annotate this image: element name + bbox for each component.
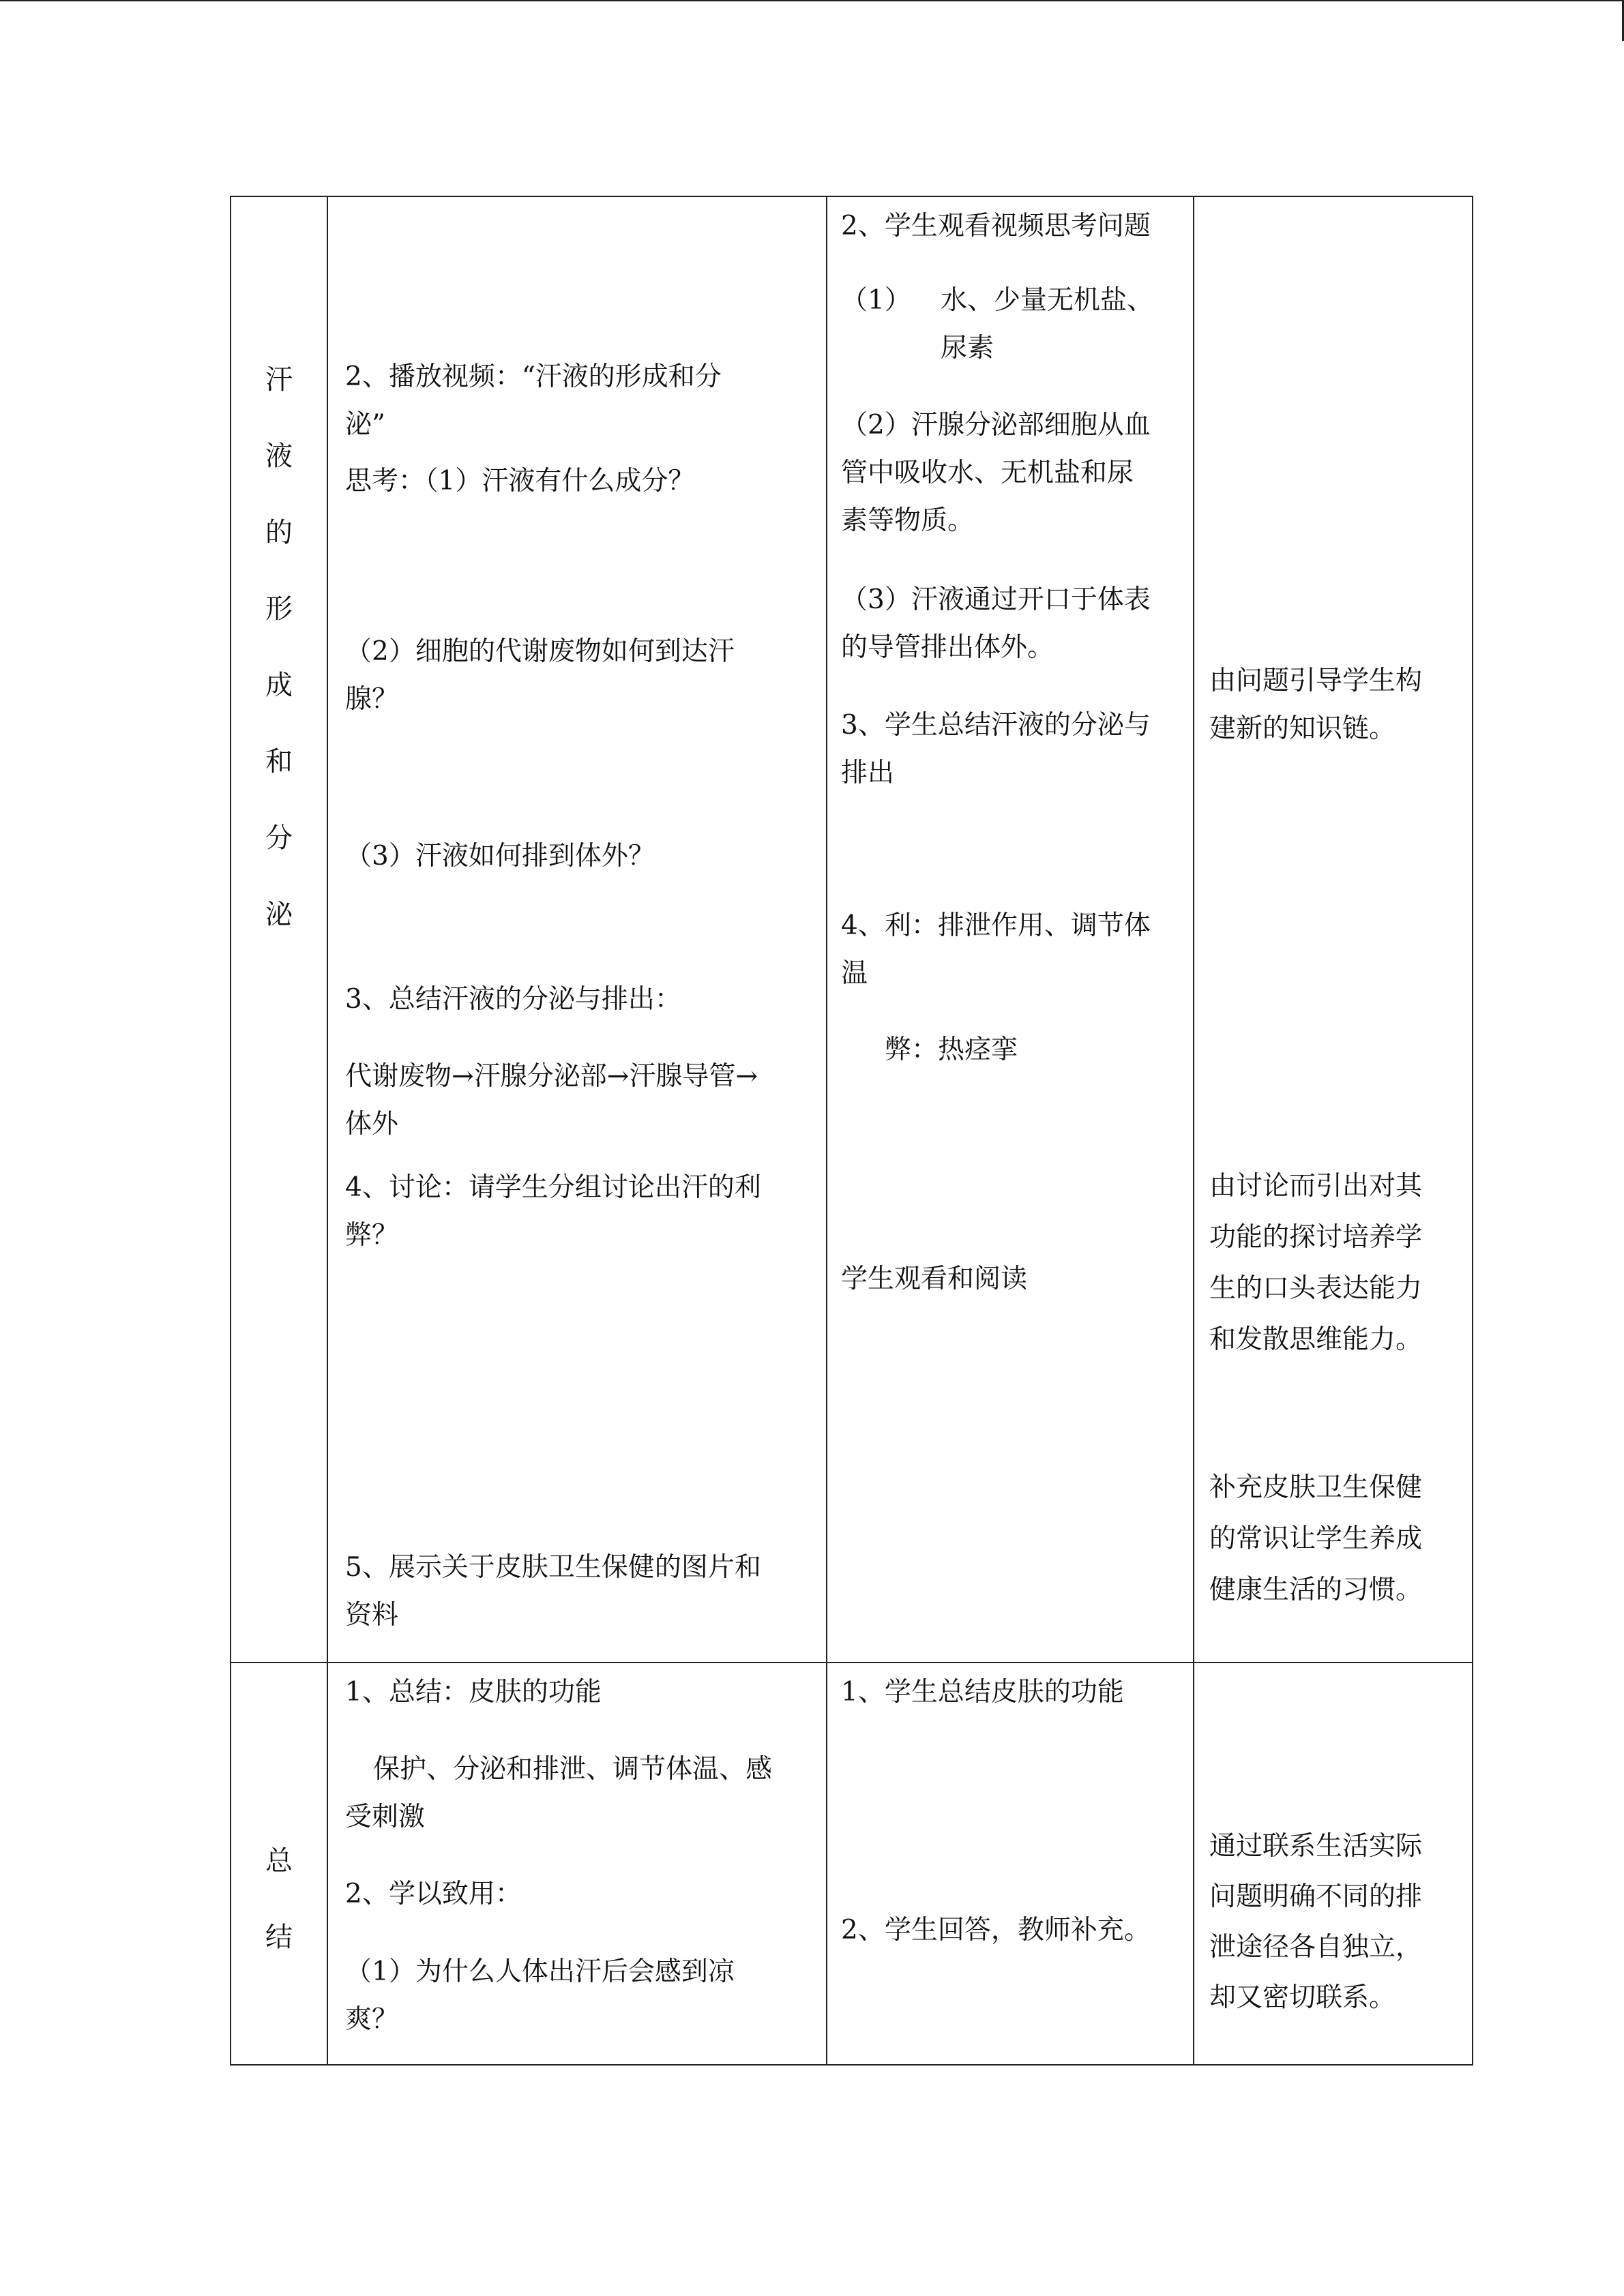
intent-line: 泄途径各自独立，: [1209, 1932, 1423, 1963]
teacher-line: 资料: [345, 1600, 399, 1630]
teacher-line: 保护、分泌和排泄、调节体温、感: [373, 1754, 773, 1785]
intent-line: 补充皮肤卫生保健: [1209, 1472, 1423, 1503]
student-activity-cell: [827, 1663, 1194, 2065]
teacher-line: 代谢废物→汗腺分泌部→汗腺导管→: [345, 1061, 758, 1092]
stage-char: 液: [265, 441, 293, 472]
intent-line: 通过联系生活实际: [1209, 1831, 1423, 1862]
teacher-activity-cell: [327, 1663, 827, 2065]
teacher-line: 弊？: [345, 1220, 399, 1251]
student-line: 学生观看和阅读: [841, 1264, 1028, 1294]
intent-line: 功能的探讨培养学: [1209, 1222, 1423, 1253]
stage-char: 泌: [265, 899, 293, 930]
stage-char: 的: [265, 517, 293, 548]
student-line: 的导管排出体外。: [841, 632, 1054, 663]
design-intent-cell: [1194, 196, 1473, 1663]
student-line: 水、少量无机盐、: [941, 285, 1154, 316]
teacher-line: 3、总结汗液的分泌与排出：: [345, 984, 681, 1015]
intent-line: 由讨论而引出对其: [1209, 1171, 1423, 1202]
student-line: 2、学生观看视频思考问题: [841, 211, 1151, 241]
lesson-plan-table: [230, 196, 1473, 2066]
stage-char: 汗: [265, 364, 293, 396]
stage-title-vertical: [231, 1823, 327, 1976]
stage-char: 总: [265, 1845, 293, 1877]
teacher-line: （1）为什么人体出汗后会感到凉: [345, 1956, 735, 1987]
stage-char: 和: [265, 746, 293, 777]
stage-cell-sweat: [231, 196, 327, 1663]
design-intent-cell: [1194, 1663, 1473, 2065]
student-line: 管中吸收水、无机盐和尿: [841, 458, 1134, 488]
student-line: （2）汗腺分泌部细胞从血: [841, 410, 1151, 441]
intent-line: 生的口头表达能力: [1209, 1273, 1423, 1304]
intent-line: 问题明确不同的排: [1209, 1881, 1423, 1912]
teacher-activity-cell: [327, 196, 827, 1663]
teacher-line: 2、播放视频：“汗液的形成和分: [345, 361, 722, 392]
intent-line: 和发散思维能力。: [1209, 1324, 1423, 1355]
student-line: 素等物质。: [841, 505, 975, 536]
teacher-line: 1、总结：皮肤的功能: [345, 1677, 602, 1708]
student-line: 1、学生总结皮肤的功能: [841, 1677, 1124, 1708]
intent-line: 由问题引导学生构: [1209, 666, 1423, 696]
student-line: 尿素: [941, 333, 994, 363]
teacher-line: （3）汗液如何排到体外？: [345, 841, 655, 871]
student-line: 4、利：排泄作用、调节体: [841, 910, 1151, 941]
teacher-line: 5、展示关于皮肤卫生保健的图片和: [345, 1552, 761, 1583]
student-activity-cell: [827, 196, 1194, 1663]
teacher-line: 体外: [345, 1109, 399, 1139]
teacher-line: 爽？: [345, 2004, 399, 2035]
stage-title-vertical: [231, 342, 327, 953]
student-line: 温: [841, 958, 868, 989]
student-line: 弊：热痉挛: [885, 1034, 1018, 1065]
student-line: 3、学生总结汗液的分泌与: [841, 710, 1151, 741]
student-line: 2、学生回答，教师补充。: [841, 1915, 1151, 1945]
stage-char: 形: [265, 593, 293, 625]
teacher-line: 泌”: [345, 409, 385, 440]
intent-line: 却又密切联系。: [1209, 1982, 1396, 2013]
stage-char: 分: [265, 822, 293, 854]
intent-line: 建新的知识链。: [1209, 713, 1396, 744]
table-row-sweat-formation: [231, 196, 1473, 1663]
table-row-summary: [231, 1663, 1473, 2065]
student-line: （1）: [841, 285, 911, 316]
intent-line: 健康生活的习惯。: [1209, 1575, 1423, 1605]
teacher-line: 腺？: [345, 684, 399, 715]
stage-cell-summary: [231, 1663, 327, 2065]
stage-char: 成: [265, 670, 293, 701]
teacher-line: 4、讨论：请学生分组讨论出汗的利: [345, 1172, 761, 1203]
page-top-border: [0, 0, 1624, 1]
intent-line: 的常识让学生养成: [1209, 1523, 1423, 1554]
teacher-line: 受刺激: [345, 1802, 426, 1832]
student-line: （3）汗液通过开口于体表: [841, 584, 1151, 615]
teacher-line: 2、学以致用：: [345, 1879, 522, 1909]
teacher-line: 思考：（1）汗液有什么成分？: [345, 466, 695, 496]
stage-char: 结: [265, 1922, 293, 1953]
teacher-line: （2）细胞的代谢废物如何到达汗: [345, 636, 735, 667]
student-line: 排出: [841, 758, 895, 788]
